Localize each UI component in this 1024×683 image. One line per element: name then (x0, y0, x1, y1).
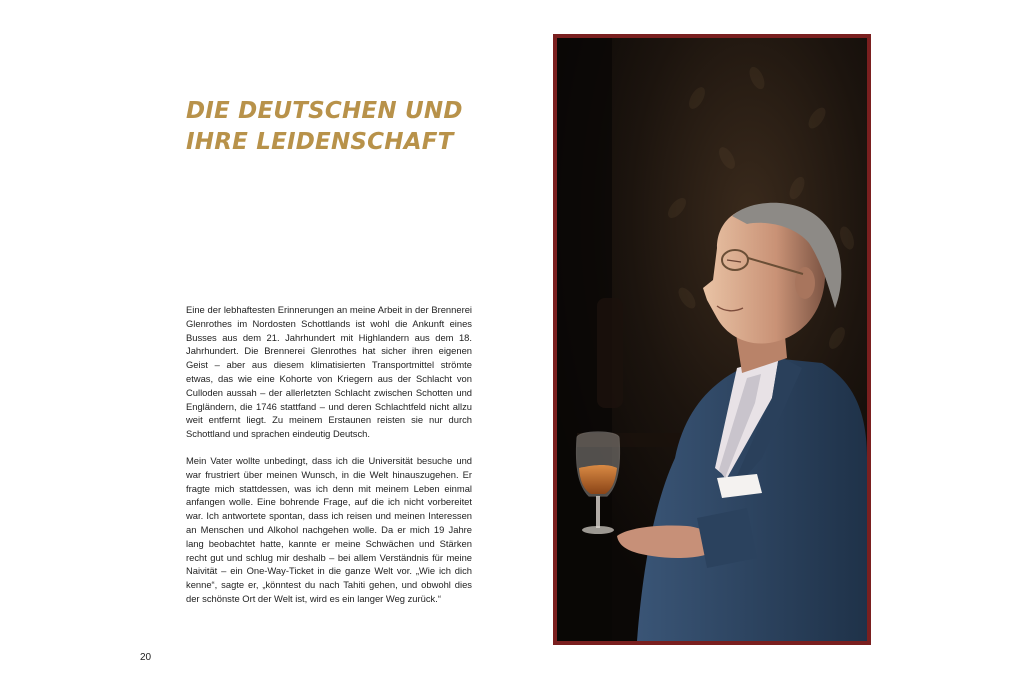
body-paragraph-2: Mein Vater wollte unbedingt, dass ich die Universität besuche und war frustriert über meinen Wunsch, in die Welt hinauszugehen. Er fragte mich stattdessen, was ich denn mit meinem Leben einmal anfangen wolle. Eine bohrende Frage, auf die ich nicht vorbereitet war. Ich antwortete spontan, dass ich reisen und meinen Interessen an Menschen und Alkohol nachgehen wolle. Da er mich 19 Jahre lang beobachtet hatte, kannte er meine Schwächen und Stärken recht gut und schlug mir deshalb – bei allem Verständnis für meine Naivität – ein One-Way-Ticket in die ganze Welt vor. „Wie ich dich kenne“, sagte er, „könntest du nach Tahiti gehen, und obwohl dies der schönste Ort der Welt ist, wird es ein langer Weg zurück.“ (186, 454, 472, 604)
chapter-headline (186, 96, 516, 158)
headline-line-1: DIE DEUTSCHEN UND (186, 98, 463, 124)
portrait-illustration (557, 38, 867, 641)
page-number: 20 (140, 652, 152, 663)
body-text (186, 303, 472, 619)
portrait-photo (553, 34, 871, 645)
headline-line-2: IHRE LEIDENSCHAFT (186, 129, 454, 155)
body-paragraph-1: Eine der lebhaftesten Erinnerungen an meine Arbeit in der Brennerei Glenrothes im Nordosten Schottlands ist wohl die Ankunft eines Busses aus dem 21. Jahrhundert mit Highlandern aus dem 18. Jahrhundert. Die Brennerei Glenrothes hat sicher ihren eigenen Geist – aber aus diesem klimatisierten Transportmittel strömte etwas, das wie eine Kohorte von Kriegern aus der Schlacht von Culloden aussah – der allerletzten Schlacht zwischen Schotten und Engländern, die 1746 stattfand – und deren Schlachtfeld nicht allzu weit entfernt liegt. Zu meinem Erstaunen reisten sie nur durch Schottland und sprachen eindeutig Deutsch. (186, 304, 472, 440)
